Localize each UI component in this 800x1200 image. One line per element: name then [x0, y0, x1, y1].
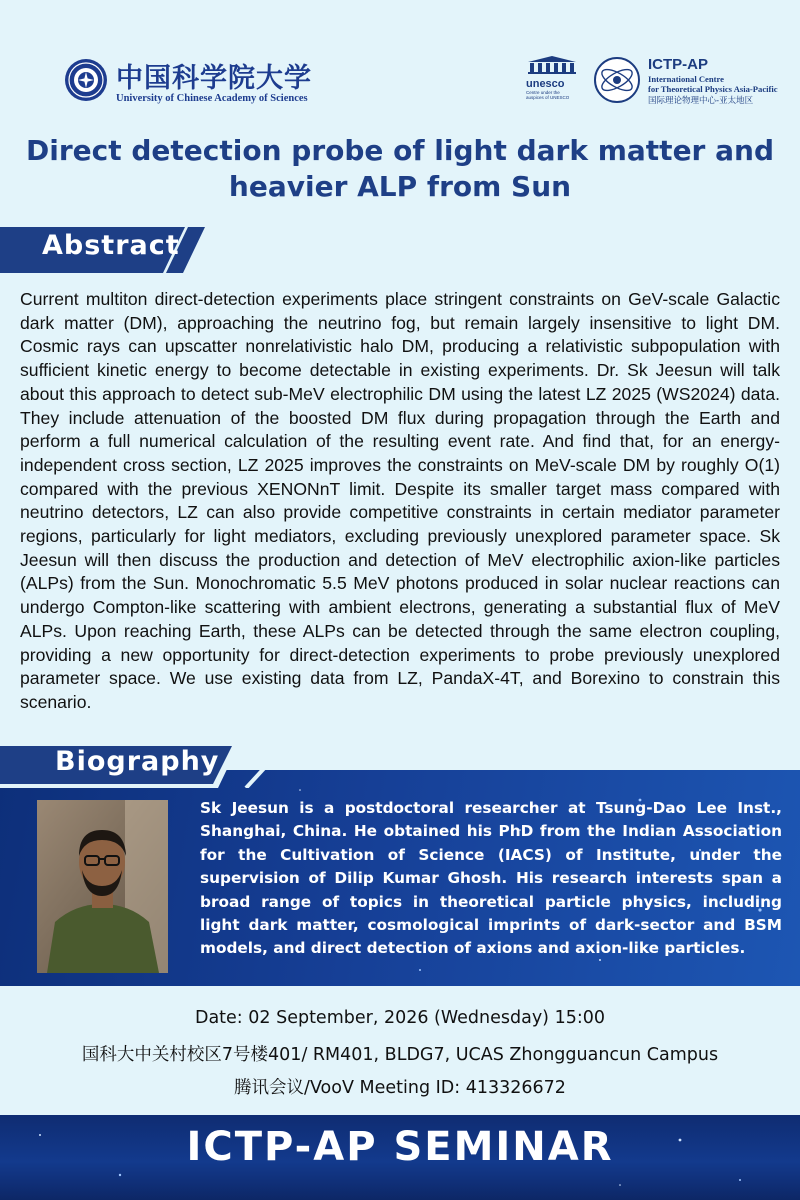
ictp-ap-name: ICTP-AP [648, 56, 708, 73]
biography-heading: Biography [55, 746, 220, 777]
abstract-ribbon [0, 227, 205, 273]
ictp-full-line1: International Centre [648, 74, 724, 84]
ictp-ap-full-name [648, 75, 778, 94]
event-venue: 国科大中关村校区7号楼401/ RM401, BLDG7, UCAS Zhongguancun Campus [81, 1045, 719, 1065]
speaker-photo [37, 800, 168, 973]
unesco-subtext: Centre under the auspices of UNESCO [526, 90, 570, 100]
event-date: Date: 02 September, 2026 (Wednesday) 15:00 [194, 1008, 606, 1028]
unesco-word: unesco [526, 78, 565, 90]
ictp-full-line2: for Theoretical Physics Asia-Pacific [648, 83, 778, 94]
abstract-heading: Abstract [42, 230, 180, 261]
ictp-ap-emblem-icon [593, 56, 641, 104]
ucas-emblem-icon [64, 58, 108, 102]
unesco-temple-icon [526, 56, 578, 74]
ictp-ap-name-cn: 国际理论物理中心-亚太地区 [648, 96, 754, 106]
ucas-name-en: University of Chinese Academy of Sciences [116, 93, 308, 104]
event-meeting-id: 腾讯会议/VooV Meeting ID: 413326672 [234, 1078, 566, 1098]
seminar-title: Direct detection probe of light dark matter and heavier ALP from Sun [26, 134, 774, 203]
ucas-name-cn: 中国科学院大学 [116, 63, 312, 94]
footer-seminar-title: ICTP-AP SEMINAR [186, 1124, 614, 1170]
header [0, 0, 800, 120]
biography-ribbon [0, 742, 272, 788]
biography-text: Sk Jeesun is a postdoctoral researcher at Tsung-Dao Lee Inst., Shanghai, China. He obtained his PhD from the Indian Association for the Cultivation of Science (IACS) of Institute, under the supervision of Dilip Kumar Ghosh. His research interests span a broad range of topics in theoretical particle physics, including light dark matter, cosmological imprints of dark-sector and BSM models, and direct detection of axions and axion-like particles. [200, 799, 782, 958]
abstract-text: Current multiton direct-detection experiments place stringent constraints on GeV-scale Galactic dark matter (DM), approaching the neutrino fog, but remain largely insensitive to light DM. Cosmic rays can upscatter nonrelativistic halo DM, producing a relativistic subpopulation with sufficient kinetic energy to become detectable in existing experiments. Dr. Sk Jeesun will talk about this approach to detect sub-MeV electrophilic DM using the latest LZ 2025 (WS2024) data. They include attenuation of the boosted DM flux during propagation through the Earth and perform a full numerical calculation of the resulting event rate. And find that, for an energy-independent cross section, LZ 2025 improves the constraints on MeV-scale DM by roughly O(1) compared with the previous XENONnT limit. Despite its smaller target mass compared with neutrino detectors, LZ can also provide competitive constraints in certain mediator parameter regions, particularly for light mediators, excluding previously unexplored parameter space. Sk Jeesun will then discuss the production and detection of MeV electrophilic axion-like particles (ALPs) from the Sun. Monochromatic 5.5 MeV photons produced in solar nuclear reactions can undergo Compton-like scattering with ambient electrons, generating a substantial flux of MeV ALPs. Upon reaching Earth, these ALPs can be detected through the same electron coupling, providing a new opportunity for direct-detection experiments to probe previously unexplored parameter space. We use existing data from LZ, PandaX-4T, and Borexino to constrain this scenario. [20, 289, 780, 712]
unesco-logo [526, 56, 580, 100]
